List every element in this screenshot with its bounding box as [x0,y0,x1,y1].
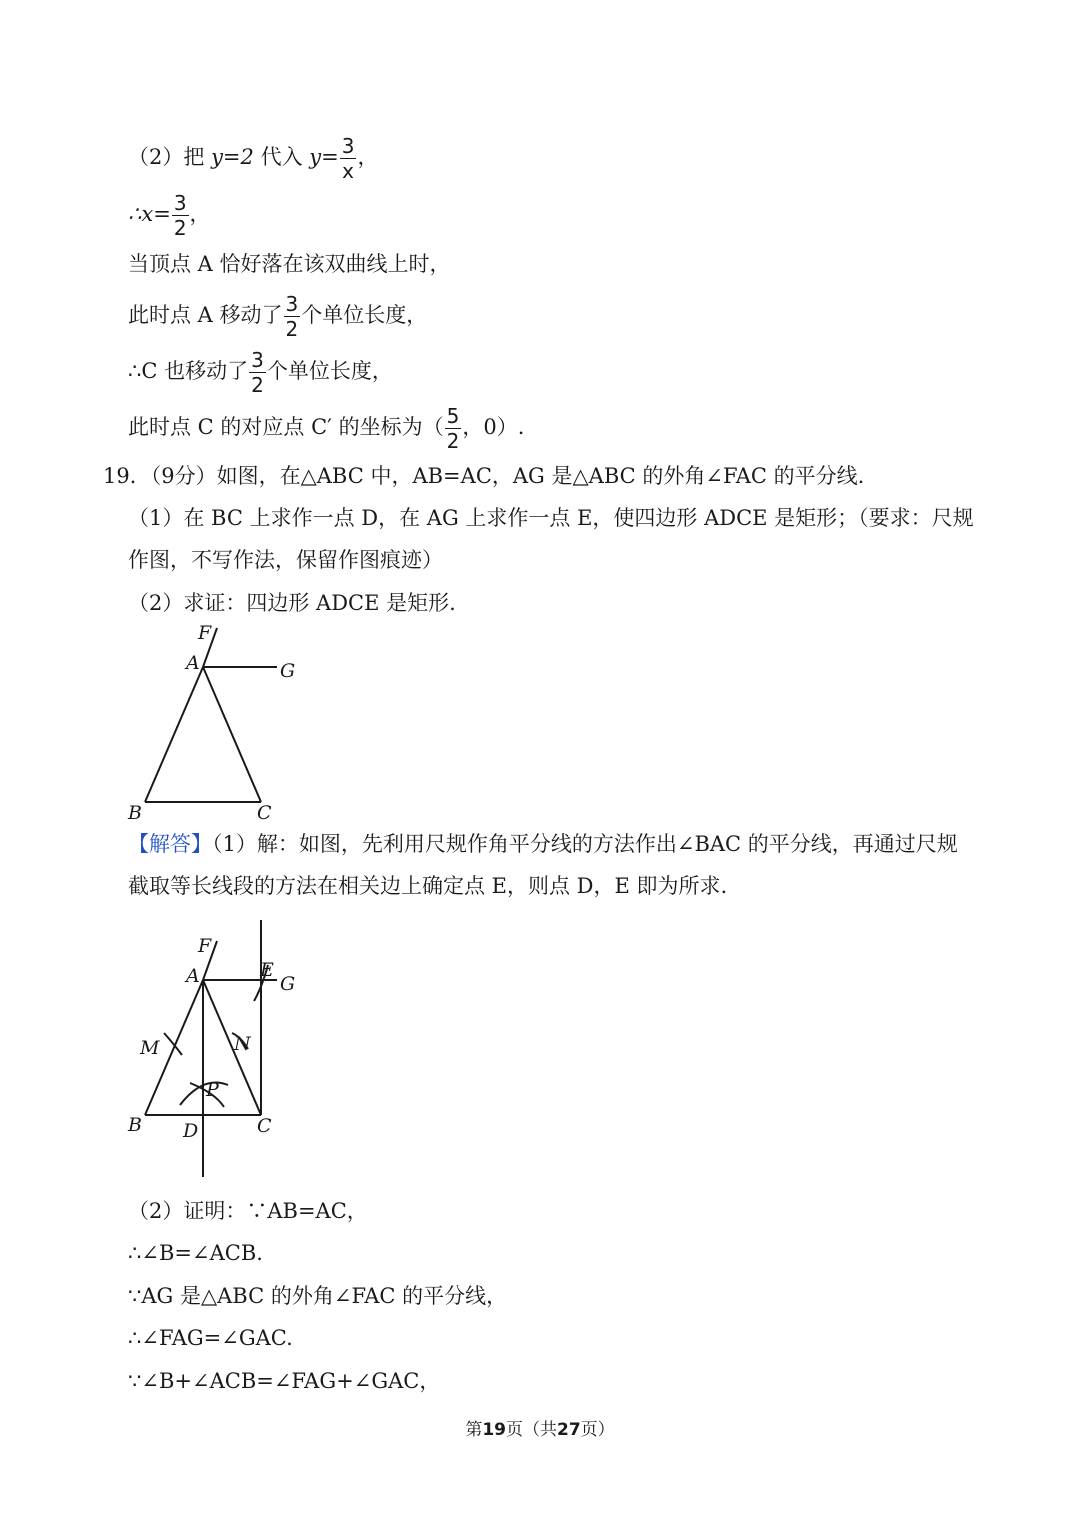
label-c: C [257,802,272,824]
label-d: D [183,1120,199,1142]
fraction-5-over-2: $\frac{5}{2}$ [446,404,460,453]
proof-line-3: ∵AG 是△ABC 的外角∠FAC 的平分线， [128,1284,508,1308]
solution-tag: 【解答】 [128,832,212,856]
solution-line2: 截取等长线段的方法在相关边上确定点 E，则点 D，E 即为所求. [128,874,728,898]
label-p: P [206,1079,219,1101]
solution-line1: 【解答】（1）解：如图，先利用尺规作角平分线的方法作出∠BAC 的平分线，再通过尺规 [128,832,958,856]
step-a-moved: 此时点 A 移动了 $\frac{3}{2}$ 个单位长度， [128,292,428,341]
problem-19-stem: 19．（9分）如图，在△ABC 中，AB=AC，AG 是△ABC 的外角∠FAC 的平分线. [103,464,865,488]
proof-line-1: （2）证明：∵AB=AC， [128,1199,368,1223]
step-c-moved: ∴C 也移动了 $\frac{3}{2}$ 个单位长度， [128,348,393,397]
problem-19-q2: （2）求证：四边形 ADCE 是矩形. [128,591,456,615]
page-total: 27 [557,1420,581,1440]
figure-construction-adce [120,915,320,1180]
proof-line-4: ∴∠FAG=∠GAC. [128,1326,293,1350]
label-c: C [257,1115,272,1137]
line-ac [203,667,261,802]
step-vertex-on-curve: 当顶点 A 恰好落在该双曲线上时， [128,252,451,276]
page-footer: 第19页（共27页） [465,1420,615,1440]
page-number: 19 [482,1420,506,1440]
figure-triangle-abc [120,620,320,830]
problem-19-q1-line2: 作图，不写作法，保留作图痕迹） [128,548,443,572]
fraction-3-over-2: $\frac{3}{2}$ [251,348,264,397]
step-substitute: （2）把 y=2 代入 y= $\frac{3}{x}$ ， [128,134,379,183]
label-f: F [198,622,212,644]
label-g: G [280,973,296,995]
step-c-prime-coordinate: 此时点 C 的对应点 C′ 的坐标为（ $\frac{5}{2}$ ，0）. [128,404,525,453]
line-ab [145,667,203,802]
fraction-3-over-2: $\frac{3}{2}$ [173,191,187,240]
label-a: A [186,652,200,674]
label-b: B [128,1114,142,1136]
label-n: N [234,1033,251,1055]
label-m: M [140,1037,160,1059]
label-a: A [186,965,200,987]
step-x-value: ∴x= $\frac{3}{2}$ ， [128,191,211,240]
fraction-3-over-2: $\frac{3}{2}$ [285,292,299,341]
problem-19-q1-line1: （1）在 BC 上求作一点 D，在 AG 上求作一点 E，使四边形 ADCE 是矩形；（要求：尺规 [128,506,974,530]
label-e: E [260,959,274,981]
label-g: G [280,660,296,682]
proof-line-2: ∴∠B=∠ACB. [128,1241,263,1265]
proof-line-5: ∵∠B+∠ACB=∠FAG+∠GAC， [128,1369,441,1393]
fraction-3-over-x: $\frac{3}{x}$ [341,134,355,183]
label-b: B [128,802,142,824]
label-f: F [198,935,212,957]
